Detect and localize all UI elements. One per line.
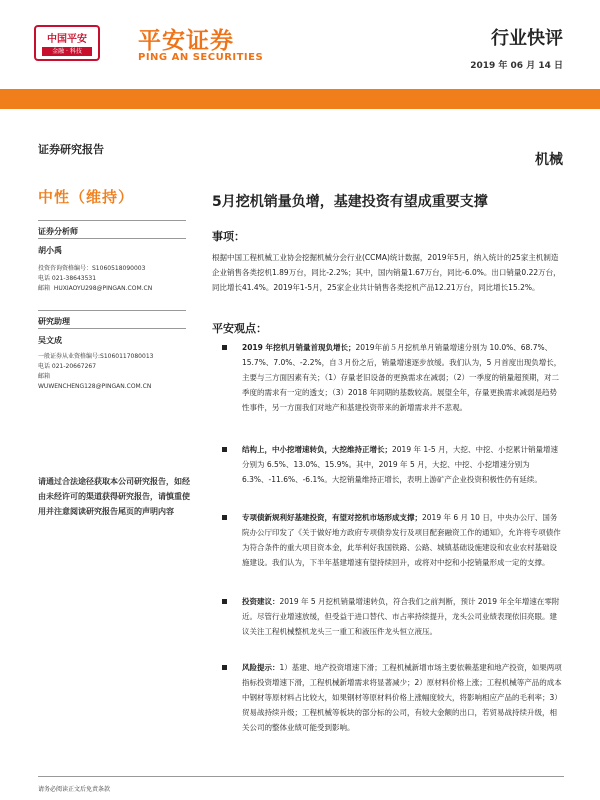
bullet-text: 2019 年 5 月挖机销量增速转负，符合我们之前判断，预计 2019 年全年增速在零附近。尽管行业增速放缓，但受益于进口替代、市占率持续提升，龙头公司业绩表现依旧亮眼。建议关注工程机械整机龙头三一重工和液压件龙头恒立液压。 <box>242 597 560 636</box>
view-title: 平安观点： <box>212 322 267 335</box>
event-text: 根据中国工程机械工业协会挖掘机械分会行业(CCMA)统计数据，2019年5月，纳入统计的25家主机制造企业销售各类挖机1.89万台，同比-2.2%；其中，国内销量1.67万台，同比-6.0%。出口销量0.22万台，同比增长41.4%。2019年1-5月，25家企业共计销售各类挖机产品12.21万台，同比增长15.2%。 <box>212 253 561 292</box>
footer-divider <box>38 776 564 777</box>
bullet-square-icon <box>222 447 227 452</box>
bullet-item <box>212 340 564 415</box>
bullet-square-icon <box>222 599 227 604</box>
bullet-lead: 风险提示： <box>242 663 280 672</box>
bullet-square-icon <box>222 665 227 670</box>
bullet-lead: 2019 年挖机月销量首现负增长； <box>242 343 356 352</box>
bullet-item <box>212 442 564 487</box>
analyst-email: HUXIAOYU298@PINGAN.COM.CN <box>53 285 153 292</box>
bullet-square-icon <box>222 515 227 520</box>
analyst-cert: 投资咨询资格编号：S1060518090003 <box>38 265 146 272</box>
divider <box>38 238 186 239</box>
logo-small-top-text: 中国平安 <box>47 34 87 45</box>
analyst-section-title: 证券分析师 <box>38 227 78 236</box>
analyst-email-label: 邮箱 <box>38 285 51 292</box>
analyst-email-row <box>38 284 152 294</box>
bullet-text: 2019年前５月挖机单月销量增速分别为 10.0%、68.7%、15.7%、7.0%、-2.2%，自３月份之后，销量增速逐步放缓。我们认为，5 月首度出现负增长，主要与三方面因素有关；（1）存量老旧设备的更换需求在减弱；（2）一季度的销量超预期，对二季度的需求有一定的透支；（3）2018 年同期的基数较高。展望全年，存量更换需求减弱是趋势性事件，另一方面我们对地产和基建投资带来的新增需求并不悲观。 <box>242 343 562 412</box>
bullet-lead: 结构上，中小挖增速转负，大挖维持正增长； <box>242 445 392 454</box>
bullet-lead: 投资建议： <box>242 597 280 606</box>
divider <box>38 310 186 311</box>
brand-name-en: PING AN SECURITIES <box>138 52 264 63</box>
bullet-item <box>212 594 564 639</box>
document-type: 行业快评 <box>491 28 563 49</box>
logo-small-bottom-text: 金融 · 科技 <box>42 47 92 56</box>
brand-name: 平安证券 <box>138 28 234 54</box>
bullet-lead: 专项债新规利好基建投资，有望对挖机市场形成支撑； <box>242 513 422 522</box>
document-date: 2019 年 06 月 14 日 <box>470 61 563 71</box>
rating: 中性（维持） <box>38 188 135 206</box>
assistant-cert: 一般证券从业资格编号:S1060117080013 <box>38 353 154 360</box>
bullet-text: 2019 年 1-5 月，大挖、中挖、小挖累计销量增速分别为 6.5%、13.0%、15.9%。其中，2019 年 5 月，大挖、中挖、小挖增速分别为 6.3%、-11.6%、-6.1%。大挖销量维持正增长，表明上游矿产企业投资积极性仍有延续。 <box>242 445 558 484</box>
assistant-phone: 电话 021-20667267 <box>38 363 97 370</box>
divider <box>38 220 186 221</box>
disclaimer: 请通过合法途径获取本公司研究报告，如经由未经许可的渠道获得研究报告，请慎重使用并注意阅读研究报告尾页的声明内容 <box>38 477 190 516</box>
analyst-name: 胡小禹 <box>38 246 62 255</box>
bullet-square-icon <box>222 345 227 350</box>
assistant-email-label: 邮箱 <box>38 373 51 380</box>
ping-an-group-logo <box>34 25 100 61</box>
bullet-text: 2019 年 6 月 10 日，中央办公厅、国务院办公厅印发了《关于做好地方政府专项债券发行及项目配套融资工作的通知》，允许将专项债作为符合条件的重大项目资本金，此举利好我国铁路、公路、城镇基础设施建设和农业农村基础设施建设。我们认为，下半年基建增速有望持续回升，或将对中挖和小挖销量形成一定的支撑。 <box>242 513 561 567</box>
divider <box>38 328 186 329</box>
assistant-email: WUWENCHENG128@PINGAN.COM.CN <box>38 383 152 390</box>
bullet-item <box>212 510 564 570</box>
header-band <box>0 89 600 109</box>
bullet-item <box>212 660 564 735</box>
industry-label: 机械 <box>535 152 563 168</box>
assistant-name: 吴文成 <box>38 336 62 345</box>
analyst-phone: 电话 021-38643531 <box>38 275 97 282</box>
assistant-section-title: 研究助理 <box>38 317 70 326</box>
report-type: 证券研究报告 <box>38 143 104 156</box>
headline: 5月挖机销量负增，基建投资有望成重要支撑 <box>212 194 488 210</box>
event-title: 事项： <box>212 230 245 243</box>
footer-text: 请务必阅读正文后免责条款 <box>38 786 111 793</box>
bullet-text: 1）基建、地产投资增速下滑；工程机械新增市场主要依赖基建和地产投资，如果两项指标投资增速下滑，工程机械新增需求将显著减少；2）原材料价格上涨；工程机械等产品的成本中钢材等原材料占比较大，如果钢材等原材料价格上涨幅度较大，将影响相应产品的毛利率；3）贸易战持续升级；工程机械等板块的部分标的公司，有较大金额的出口，若贸易战持续升级，相关公司的整体业绩可能受到影响。 <box>242 663 562 732</box>
